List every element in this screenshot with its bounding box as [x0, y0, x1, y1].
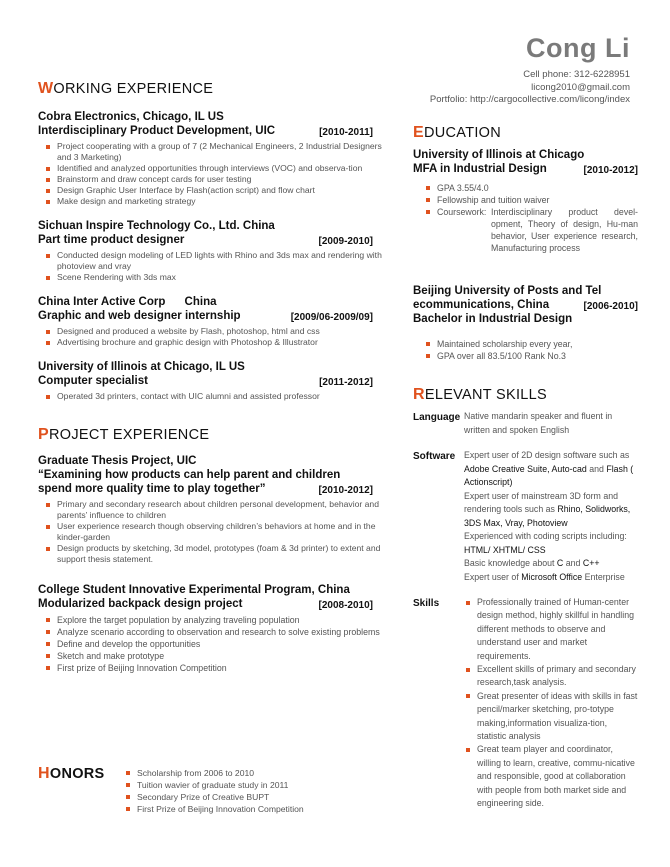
- list-item: User experience research though observing children’s behaviors at home and in the kinder-garden: [38, 521, 383, 543]
- working-experience-heading: WORKING EXPERIENCE: [38, 80, 214, 97]
- job-entry: [38, 360, 383, 402]
- skill-label: Skills: [413, 598, 440, 609]
- list-item: Brainstorm and draw concept cards for user testing: [38, 174, 383, 185]
- list-item: Project cooperating with a group of 7 (2 Mechanical Engineers, 2 Industrial Designers and 3 Marketing): [38, 141, 383, 163]
- contact-block: [430, 69, 630, 107]
- list-item: Explore the target population by analyzing traveling population: [38, 614, 383, 626]
- project-title: Graduate Thesis Project, UIC: [38, 455, 197, 467]
- skill-label: Language: [413, 412, 461, 423]
- project-entry: [38, 583, 383, 674]
- degree: Bachelor in Industrial Design: [413, 313, 573, 325]
- job-company: China Inter Active Corp China: [38, 296, 217, 308]
- skill-general: [413, 596, 638, 811]
- job-entry: [38, 110, 383, 207]
- job-date: [2010-2011]: [319, 127, 373, 138]
- skill-software: [413, 449, 638, 584]
- list-item: Operated 3d printers, contact with UIC alumni and assisted professor: [38, 391, 383, 402]
- list-item: Make design and marketing strategy: [38, 196, 383, 207]
- list-item: Excellent skills of primary and secondary research,task analysis.: [464, 663, 638, 690]
- skill-language: [413, 410, 638, 437]
- email: licong2010@gmail.com: [531, 81, 630, 93]
- education-date: [2006-2010]: [583, 301, 638, 312]
- honors-section: [38, 765, 304, 815]
- school-name: University of Illinois at Chicago: [413, 149, 585, 161]
- list-item: [413, 206, 638, 254]
- list-item: Professionally trained of Human-center design method, highly skillful in handling different methods to observe and understand user and market requirements.: [464, 596, 638, 663]
- list-item: Design products by sketching, 3d model, prototypes (foam & 3d printer) to extent and support thesis statement.: [38, 543, 383, 565]
- job-company: University of Illinois at Chicago, IL US: [38, 361, 245, 373]
- project-subtitle: spend more quality time to play together”: [38, 483, 266, 495]
- list-item: GPA over all 83.5/100 Rank No.3: [413, 350, 638, 362]
- list-item: Primary and secondary research about children personal development, behavior and parents’ influence to children: [38, 499, 383, 521]
- job-bullets: [38, 250, 383, 283]
- education-date: [2010-2012]: [583, 165, 638, 176]
- phone: Cell phone: 312-6228951: [523, 69, 630, 80]
- list-item: Conducted design modeling of LED lights with Rhino and 3ds max and rendering with photoview and vray: [38, 250, 383, 272]
- job-role: Computer specialist: [38, 375, 148, 387]
- list-item: Tuition wavier of graduate study in 2011: [118, 779, 304, 791]
- job-date: [2011-2012]: [319, 377, 373, 388]
- list-item: Identified and analyzed opportunities through interviews (VOC) and observa-tion: [38, 163, 383, 174]
- portfolio-link[interactable]: Portfolio: http://cargocollective.com/licong/index: [429, 94, 630, 105]
- project-bullets: [38, 614, 383, 674]
- education-details: [413, 182, 638, 254]
- coursework-label: Coursework:: [437, 207, 487, 217]
- list-item: Great presenter of ideas with skills in fast pencil/marker sketching, pro-totype making,information visualiza-tion, statistic analysis: [464, 690, 638, 744]
- job-bullets: [38, 391, 383, 402]
- candidate-name: Cong Li: [526, 33, 630, 63]
- list-item: Designed and produced a website by Flash, photoshop, html and css: [38, 326, 383, 337]
- list-item: First Prize of Beijing Innovation Competition: [118, 803, 304, 815]
- honors-list: [118, 767, 304, 815]
- list-item: Design Graphic User Interface by Flash(action script) and flow chart: [38, 185, 383, 196]
- job-role: Interdisciplinary Product Development, UIC: [38, 125, 276, 137]
- education-entry: [413, 284, 638, 362]
- job-date: [2009-2010]: [318, 236, 373, 247]
- degree: MFA in Industrial Design: [413, 163, 547, 175]
- job-entry: [38, 219, 383, 283]
- job-company: Cobra Electronics, Chicago, IL US: [38, 111, 224, 123]
- job-date: [2009/06-2009/09]: [290, 312, 373, 323]
- list-item: Define and develop the opportunities: [38, 638, 383, 650]
- project-bullets: [38, 499, 383, 565]
- job-role: Graphic and web designer internship: [38, 310, 241, 322]
- list-item: Analyze scenario according to observation and research to solve existing problems: [38, 626, 383, 638]
- job-bullets: [38, 141, 383, 207]
- right-column: [413, 124, 638, 823]
- list-item: Scholarship from 2006 to 2010: [118, 767, 304, 779]
- job-role: Part time product designer: [38, 234, 185, 246]
- list-item: First prize of Beijing Innovation Competition: [38, 662, 383, 674]
- list-item: Fellowship and tuition waiver: [413, 194, 638, 206]
- job-bullets: [38, 326, 383, 348]
- job-entry: [38, 295, 383, 348]
- list-item: Sketch and make prototype: [38, 650, 383, 662]
- job-company: Sichuan Inspire Technology Co., Ltd. China: [38, 220, 275, 232]
- list-item: Secondary Prize of Creative BUPT: [118, 791, 304, 803]
- project-subtitle: Modularized backpack design project: [38, 598, 243, 610]
- coursework-text: Interdisciplinary product devel-opment, Theory of design, Hu-man behavior, User experience research, Manufacturing process: [491, 207, 638, 253]
- skill-label: Software: [413, 451, 456, 462]
- project-experience-heading: PROJECT EXPERIENCE: [38, 426, 210, 443]
- school-name: ecommunications, China: [413, 299, 550, 311]
- list-item: Scene Rendering with 3ds max: [38, 272, 383, 283]
- skill-text: Native mandarin speaker and fluent in written and spoken English: [464, 411, 613, 435]
- list-item: Great team player and coordinator, willing to learn, creative, commu-nicative and responsible, good at collaboration with people from both market side and engineering side.: [464, 743, 638, 810]
- education-heading: EDUCATION: [413, 124, 502, 141]
- list-item: Advertising brochure and graphic design with Photoshop & Illustrator: [38, 337, 383, 348]
- list-item: GPA 3.55/4.0: [413, 182, 638, 194]
- project-entry: [38, 454, 383, 565]
- skills-list: [464, 596, 638, 811]
- project-date: [2010-2012]: [318, 485, 373, 496]
- left-column: [38, 80, 383, 674]
- honors-heading: HONORS: [38, 765, 105, 782]
- list-item: Maintained scholarship every year,: [413, 338, 638, 350]
- relevant-skills-heading: RELEVANT SKILLS: [413, 386, 547, 403]
- project-subtitle: “Examining how products can help parent and children: [38, 469, 341, 481]
- education-entry: [413, 148, 638, 254]
- skill-text: Expert user of 2D design software such as Adobe Creative Suite, Auto-cad and Flash ( Actionscript) Expert user of mainstream 3D form and rendering tools such as Rhino, Solidworks, 3DS Max, Vray, Photoview Experienced with coding scripts including: HTML/ XHTML/ CSS Basic knowledge about C and C++ Expert user of Microsoft Office Enterprise: [464, 450, 634, 582]
- project-title: College Student Innovative Experimental Program, China: [38, 584, 350, 596]
- school-name: Beijing University of Posts and Tel: [413, 285, 602, 297]
- project-date: [2008-2010]: [318, 600, 373, 611]
- education-details: [413, 338, 638, 362]
